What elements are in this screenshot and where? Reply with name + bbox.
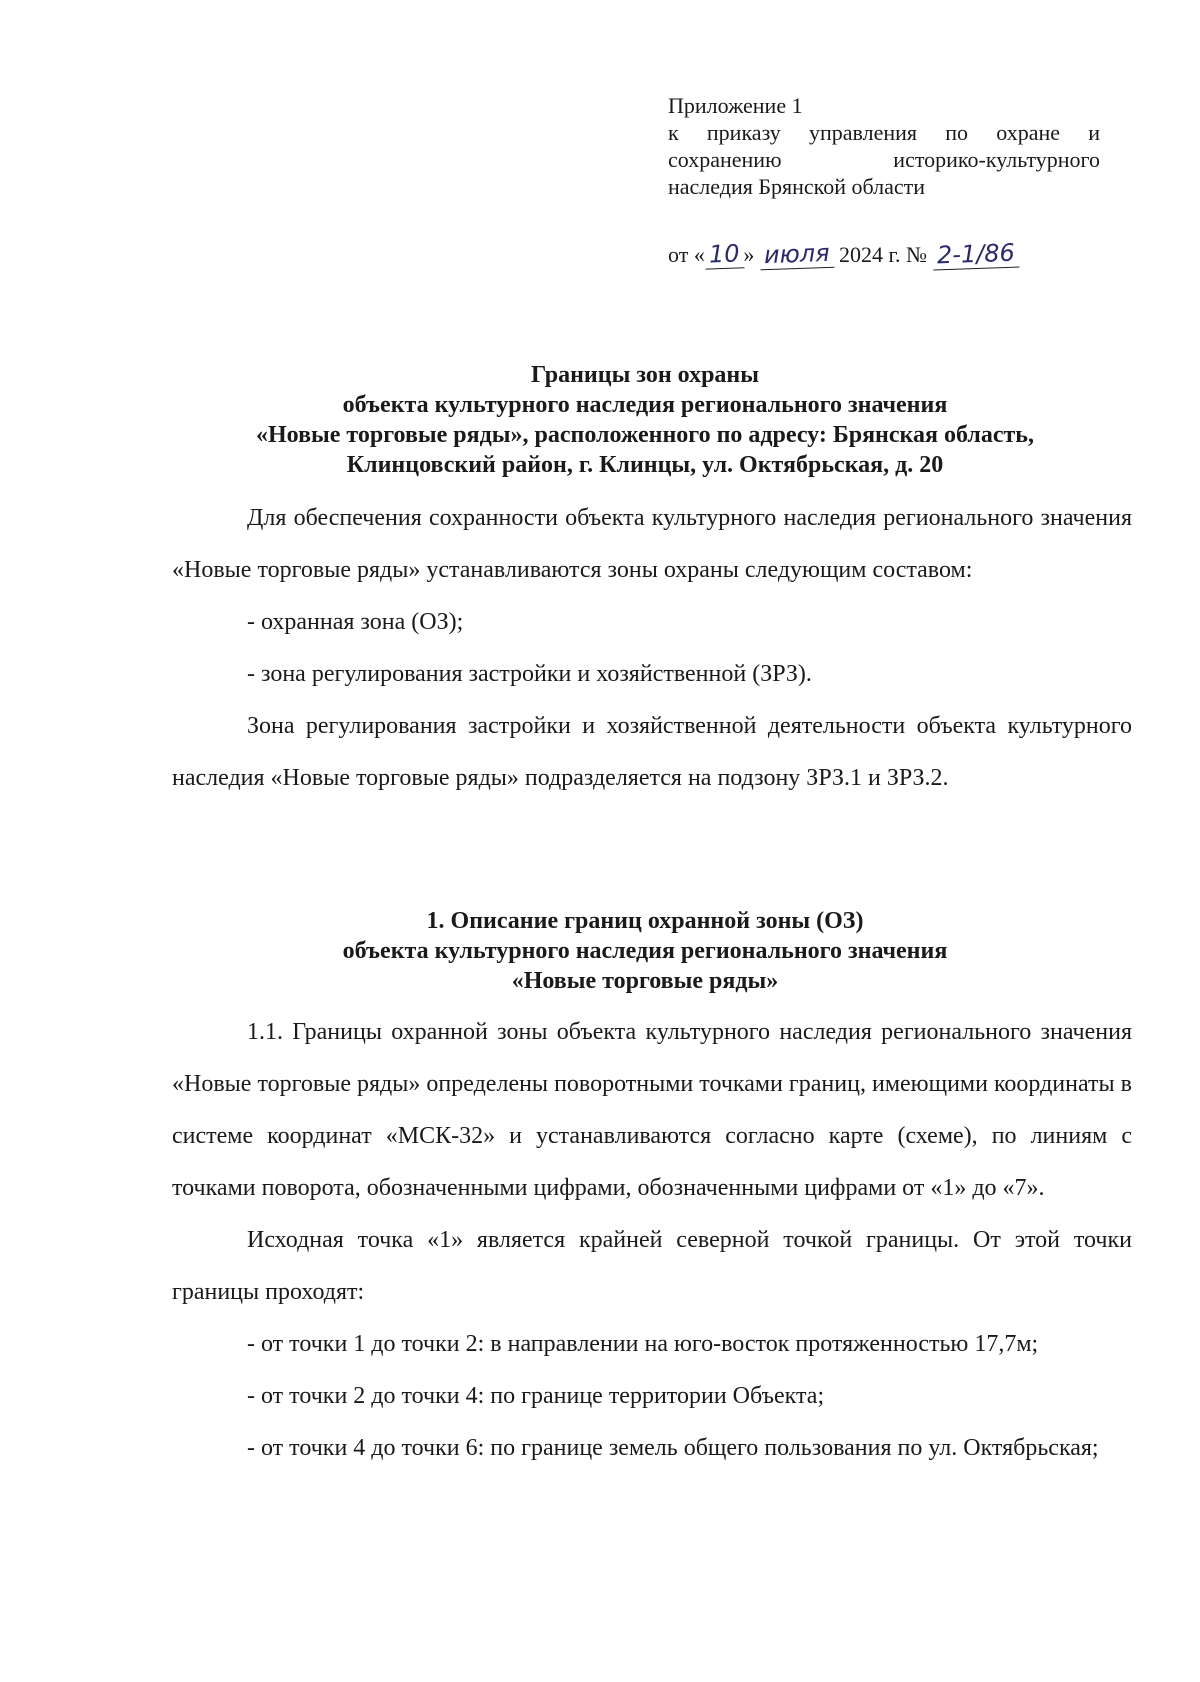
boundary-item-4-6: - от точки 4 до точки 6: по границе земель общего пользования по ул. Октябрьская;: [247, 1435, 1099, 1461]
order-day-handwritten: 10: [704, 239, 744, 269]
intro-paragraph: Для обеспечения сохранности объекта культурного наследия регионального значения «Новые торговые ряды» устанавливаются зоны охраны следующим составом:: [172, 505, 1132, 583]
appendix-header: [668, 92, 1100, 269]
list-item-oz: - охранная зона (ОЗ);: [247, 609, 464, 635]
order-year: 2024 г. №: [838, 242, 927, 267]
title-line-4: Клинцовский район, г. Клинцы, ул. Октябрьская, д. 20: [346, 452, 944, 478]
appendix-line-1: к приказу управления по охране и: [668, 120, 1100, 145]
section-1-title: [170, 906, 1120, 996]
appendix-line-2: сохранению историко-культурного: [668, 147, 1100, 172]
intro-block: [172, 492, 1132, 804]
title-line-2: объекта культурного наследия регионального значения: [342, 392, 948, 418]
order-reference: [668, 240, 1100, 269]
appendix-title: Приложение 1: [668, 93, 803, 118]
start-point-paragraph: Исходная точка «1» является крайней северной точкой границы. От этой точки границы проходят:: [172, 1227, 1132, 1305]
order-month-handwritten: июля: [759, 239, 834, 271]
title-line-1: Границы зон охраны: [531, 362, 759, 388]
section-1-title-line-1: 1. Описание границ охранной зоны (ОЗ): [426, 908, 864, 934]
boundary-item-2-4: - от точки 2 до точки 4: по границе территории Объекта;: [247, 1383, 825, 1409]
order-prefix: от «: [668, 242, 705, 267]
section-1-body: [172, 1006, 1132, 1474]
appendix-line-3: наследия Брянской области: [668, 174, 926, 199]
zrz-paragraph: Зона регулирования застройки и хозяйственной деятельности объекта культурного наследия «Новые торговые ряды» подразделяется на подзону ЗРЗ.1 и ЗРЗ.2.: [172, 713, 1132, 791]
section-1-title-line-3: «Новые торговые ряды»: [511, 968, 779, 994]
section-1-title-line-2: объекта культурного наследия регионального значения: [342, 938, 948, 964]
paragraph-1-1: 1.1. Границы охранной зоны объекта культурного наследия регионального значения «Новые торговые ряды» определены поворотными точками границ, имеющими координаты в системе координат «МСК-32» и устанавливаются согласно карте (схеме), по линиям с точками поворота, обозначенными цифрами, обозначенными цифрами от «1» до «7».: [172, 1019, 1132, 1201]
order-mid: »: [743, 242, 755, 267]
order-number-handwritten: 2-1/86: [932, 239, 1019, 271]
document-title: [170, 360, 1120, 480]
list-item-zrz: - зона регулирования застройки и хозяйственной (ЗРЗ).: [247, 661, 812, 687]
boundary-item-1-2: - от точки 1 до точки 2: в направлении на юго-восток протяженностью 17,7м;: [247, 1331, 1039, 1357]
title-line-3: «Новые торговые ряды», расположенного по адресу: Брянская область,: [256, 422, 1034, 448]
